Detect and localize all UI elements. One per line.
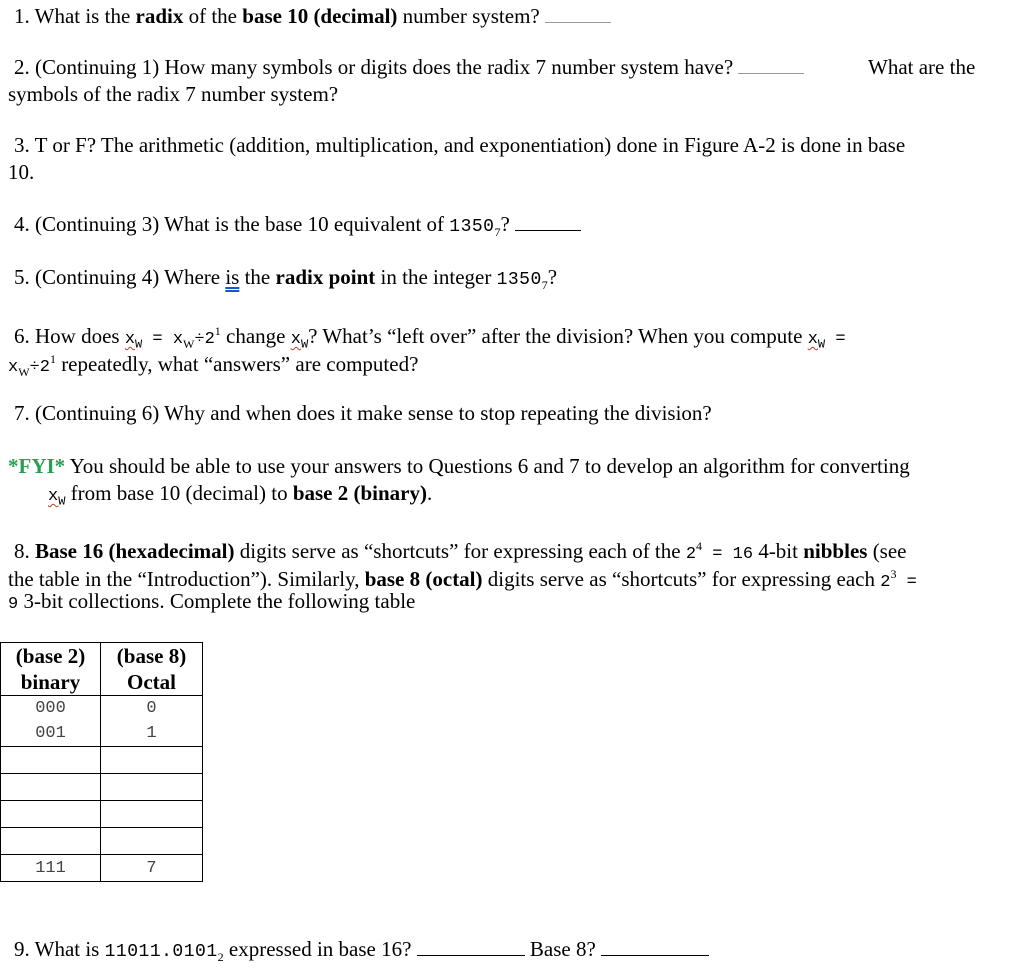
binary-octal-table <box>0 642 203 882</box>
binary-cell[interactable] <box>1 828 101 855</box>
question-5: 5. (Continuing 4) Where is the radix point in the integer $1350_7$? <box>14 265 558 293</box>
binary-cell[interactable] <box>1 774 101 801</box>
header-base8: (base 8) Octal <box>101 643 203 696</box>
fyi-note: *FYI* You should be able to use your answers to Questions 6 and 7 to develop an algorithm for converting <box>8 454 910 478</box>
table-row[interactable] <box>1 801 203 828</box>
table-header <box>1 643 203 696</box>
answer-blank-base16[interactable] <box>417 953 525 956</box>
table-row <box>1 696 203 721</box>
table-row[interactable] <box>1 774 203 801</box>
table-row[interactable] <box>1 828 203 855</box>
question-3-line2: 10. <box>8 160 35 184</box>
binary-cell[interactable] <box>1 747 101 774</box>
answer-blank[interactable] <box>545 20 611 23</box>
question-2: 2. (Continuing 1) How many symbols or digits does the radix 7 number system have? <box>14 55 804 79</box>
fyi-note-line2: $x_W$ from base 10 (decimal) to base 2 (binary). <box>48 481 433 509</box>
question-1: 1. What is the radix of the base 10 (decimal) number system? <box>14 4 611 28</box>
octal-cell[interactable] <box>101 801 203 828</box>
octal-cell: 1 <box>101 720 203 747</box>
octal-cell: 0 <box>101 696 203 721</box>
question-8: 8. Base 16 (hexadecimal) digits serve as “shortcuts” for expressing each of the $2^4 = 16$ 4-bit nibbles (see <box>14 539 907 564</box>
binary-cell[interactable] <box>1 801 101 828</box>
question-3: 3. T or F? The arithmetic (addition, multiplication, and exponentiation) done in Figure A-2 is done in base <box>14 133 906 157</box>
question-2-line2: symbols of the radix 7 number system? <box>8 82 339 106</box>
question-9: 9. What is $11011.0101_2$ expressed in base 16? Base 8? <box>14 937 709 969</box>
question-6: 6. How does $x_W = x_W\div 2^1$ change $x_W$? What’s “left over” after the division? When you compute $x_W$ = <box>14 324 846 352</box>
octal-cell: 7 <box>101 855 203 882</box>
binary-cell: 000 <box>1 696 101 721</box>
octal-cell[interactable] <box>101 828 203 855</box>
answer-blank[interactable] <box>738 71 804 74</box>
question-4: 4. (Continuing 3) What is the base 10 equivalent of $1350_7$? <box>14 212 581 244</box>
question-8-line2: the table in the “Introduction”). Similarly, base 8 (octal) digits serve as “shortcuts” for expressing each $2^3$ = <box>8 567 917 592</box>
header-base2: (base 2) binary <box>1 643 101 696</box>
table-row <box>1 720 203 747</box>
answer-blank[interactable] <box>515 228 581 231</box>
question-8-line3: 9 3-bit collections. Complete the following table <box>8 589 416 614</box>
binary-cell: 111 <box>1 855 101 882</box>
question-6-line2: $x_W\div 2^1$ repeatedly, what “answers” are computed? <box>8 352 419 380</box>
question-2-tail: What are the <box>868 55 976 79</box>
answer-blank-base8[interactable] <box>601 953 709 956</box>
octal-cell[interactable] <box>101 774 203 801</box>
question-7: 7. (Continuing 6) Why and when does it make sense to stop repeating the division? <box>14 401 712 425</box>
octal-cell[interactable] <box>101 747 203 774</box>
table-row <box>1 855 203 882</box>
table-row[interactable] <box>1 747 203 774</box>
binary-cell: 001 <box>1 720 101 747</box>
